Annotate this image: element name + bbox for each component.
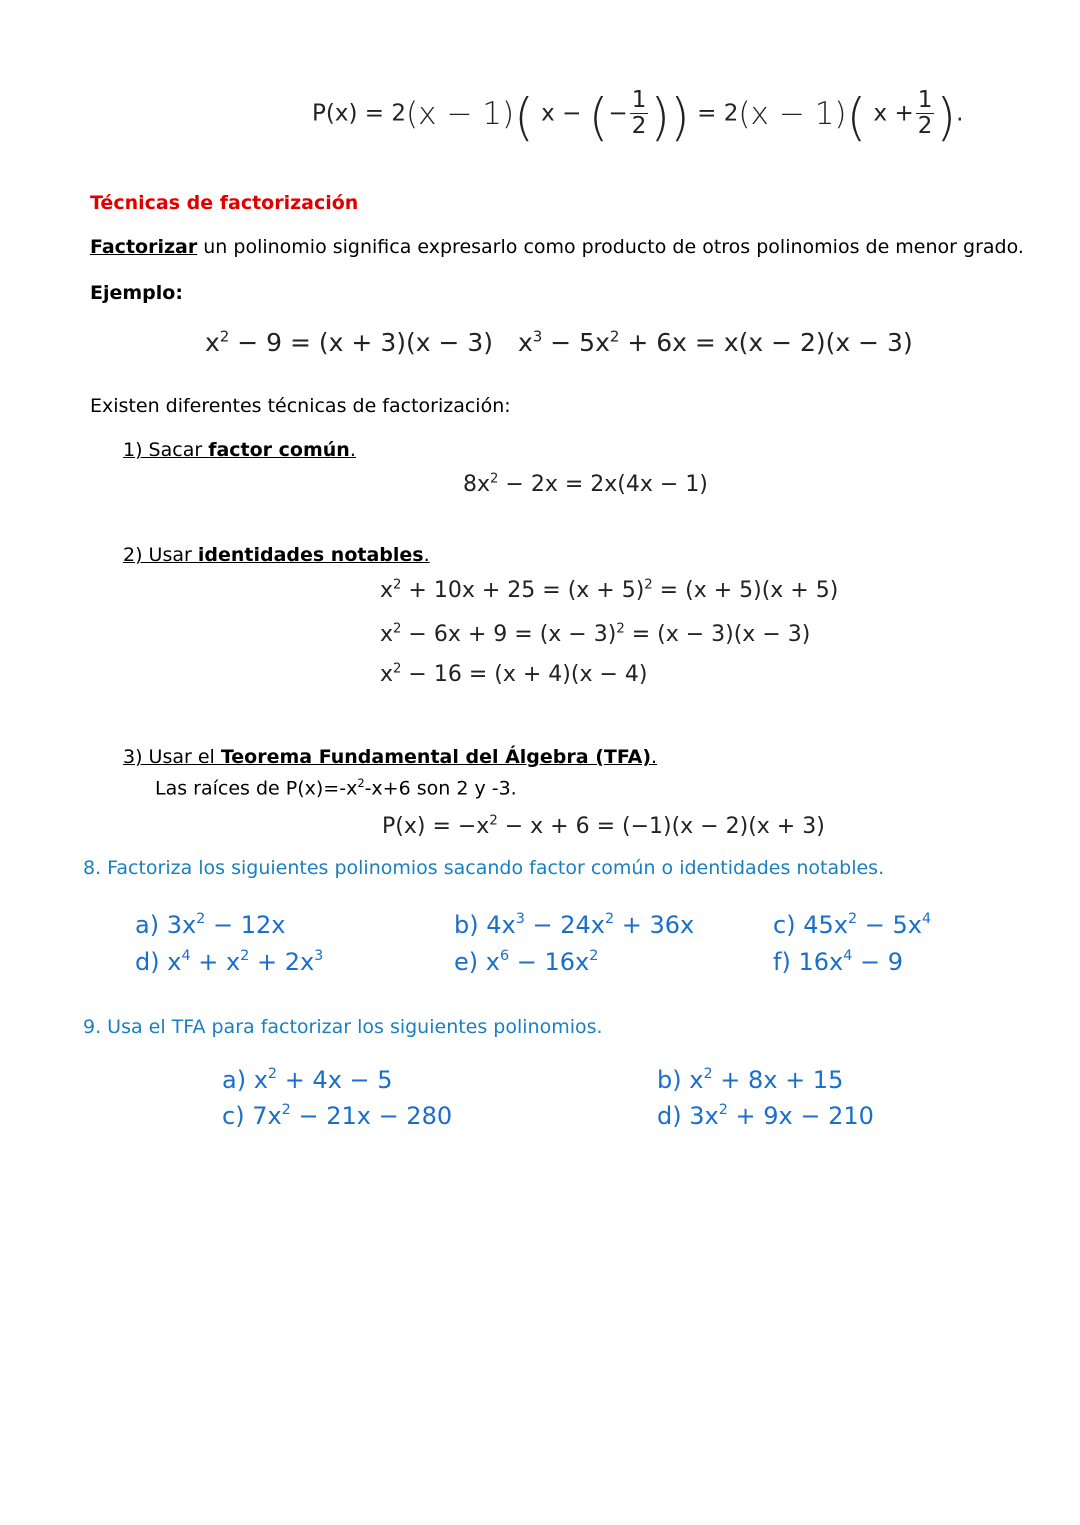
term: − 12x <box>205 911 286 939</box>
exponent: 3 <box>515 910 525 927</box>
example-label: Ejemplo: <box>90 282 183 304</box>
term: x <box>380 662 394 687</box>
technique-prefix: 3) Usar el <box>123 746 221 768</box>
exercise-8-a <box>135 911 285 939</box>
technique-name: Teorema Fundamental del Álgebra (TFA) <box>220 746 652 768</box>
identity-1 <box>380 578 838 603</box>
identity-3 <box>380 662 647 687</box>
technique-name: identidades notables <box>197 544 424 566</box>
term: b) x <box>657 1066 704 1094</box>
term: − 6x + 9 = (x − 3) <box>401 622 617 647</box>
term: d) 3x <box>657 1102 719 1130</box>
bracket: ( <box>514 87 534 147</box>
formula-part: P(x) = 2 <box>312 100 406 127</box>
intro-text: Existen diferentes técnicas de factorización: <box>90 395 511 417</box>
term: + 2x <box>249 948 315 976</box>
term: x <box>205 328 220 357</box>
text-part: -x+6 son 2 y -3. <box>364 777 517 800</box>
technique-1 <box>123 439 356 461</box>
example-2 <box>518 328 913 357</box>
exercise-8-e <box>454 948 598 976</box>
term: − 21x − 280 <box>290 1102 453 1130</box>
term: 8x <box>463 472 491 497</box>
formula-part: . <box>956 100 964 127</box>
term: x <box>518 328 533 357</box>
formula-part: = 2 <box>697 100 739 127</box>
term: b) 4x <box>454 911 516 939</box>
exponent: 2 <box>616 621 625 637</box>
bracket: ) <box>670 87 690 147</box>
formula-1 <box>463 472 708 497</box>
technique-suffix: . <box>651 746 658 768</box>
exercise-8-d <box>135 948 323 976</box>
term: + 9x − 210 <box>727 1102 874 1130</box>
term: − 16x <box>509 948 590 976</box>
exponent: 2 <box>196 910 206 927</box>
bracket: ( <box>846 87 867 147</box>
roots-line <box>155 776 517 799</box>
term: + 8x + 15 <box>712 1066 844 1094</box>
example-1 <box>205 328 493 357</box>
term: x <box>380 578 394 603</box>
exponent: 2 <box>703 1065 713 1082</box>
exponent: 2 <box>281 1101 291 1118</box>
exponent: 3 <box>532 327 543 346</box>
definition <box>90 236 1024 258</box>
term: − 2x = 2x(4x − 1) <box>498 472 708 497</box>
exercise-9-a <box>222 1066 393 1094</box>
technique-2 <box>123 544 430 566</box>
exponent: 2 <box>357 776 365 790</box>
formula-part: x − <box>541 100 582 127</box>
formula-part: − <box>608 100 628 127</box>
formula-part: (x − 1) <box>738 96 847 133</box>
top-formula <box>312 87 964 147</box>
numerator: 1 <box>631 87 647 113</box>
exercise-8-f <box>773 948 903 976</box>
exponent: 2 <box>644 577 653 593</box>
term: − 9 = (x + 3)(x − 3) <box>229 328 494 357</box>
exercise-9-c <box>222 1102 452 1130</box>
term: − 5x <box>542 328 610 357</box>
formula-part: (x − 1) <box>405 96 515 133</box>
text-part: Las raíces de P(x)=-x <box>155 777 358 800</box>
exercise-9-title: 9. Usa el TFA para factorizar los siguientes polinomios. <box>83 1016 603 1038</box>
exponent: 2 <box>393 577 402 593</box>
exponent: 2 <box>219 327 230 346</box>
fraction <box>630 88 649 140</box>
exercise-8-title: 8. Factoriza los siguientes polinomios sacando factor común o identidades notables. <box>83 857 885 879</box>
term: + 4x − 5 <box>277 1066 393 1094</box>
exponent: 2 <box>718 1101 728 1118</box>
technique-name: factor común <box>208 439 350 461</box>
exponent: 2 <box>604 910 615 927</box>
term: e) x <box>454 948 500 976</box>
exponent: 2 <box>489 813 498 829</box>
term: − 9 <box>852 948 903 976</box>
exponent: 2 <box>589 947 599 964</box>
term: d) x <box>135 948 182 976</box>
exponent: 2 <box>609 327 620 346</box>
term: P(x) = −x <box>382 814 490 839</box>
term: = (x + 5)(x + 5) <box>652 578 839 603</box>
formula-3 <box>382 814 825 839</box>
exponent: 3 <box>314 947 324 964</box>
bracket: ) <box>650 87 671 147</box>
exponent: 4 <box>921 910 932 927</box>
term: − x + 6 = (−1)(x − 2)(x + 3) <box>497 814 825 839</box>
bracket: ) <box>936 87 957 147</box>
term: x <box>380 622 394 647</box>
technique-suffix: . <box>423 544 430 566</box>
term: + 6x = x(x − 2)(x − 3) <box>619 328 913 357</box>
exponent: 2 <box>393 661 402 677</box>
fraction <box>916 88 935 140</box>
exponent: 6 <box>499 947 510 964</box>
formula-part: x + <box>873 100 914 127</box>
term: + x <box>190 948 241 976</box>
exponent: 2 <box>847 910 858 927</box>
definition-term: Factorizar <box>90 236 198 258</box>
technique-suffix: . <box>349 439 356 461</box>
exponent: 4 <box>181 947 191 964</box>
numerator: 1 <box>917 87 933 113</box>
exercise-9-b <box>657 1066 843 1094</box>
technique-prefix: 2) Usar <box>123 544 198 566</box>
exponent: 2 <box>267 1065 278 1082</box>
term: − 16 = (x + 4)(x − 4) <box>401 662 648 687</box>
term: c) 7x <box>222 1102 282 1130</box>
exponent: 2 <box>393 621 402 637</box>
term: − 5x <box>857 911 922 939</box>
term: = (x − 3)(x − 3) <box>624 622 811 647</box>
exercise-9-d <box>657 1102 874 1130</box>
definition-text: un polinomio significa expresarlo como producto de otros polinomios de menor grado. <box>197 236 1024 258</box>
technique-3 <box>123 746 657 768</box>
exponent: 2 <box>240 947 250 964</box>
denominator: 2 <box>631 113 647 140</box>
term: a) 3x <box>135 911 197 939</box>
term: a) x <box>222 1066 268 1094</box>
section-title: Técnicas de factorización <box>90 192 359 214</box>
denominator: 2 <box>917 113 933 140</box>
identity-2 <box>380 622 810 647</box>
term: f) 16x <box>773 948 844 976</box>
bracket: ( <box>588 87 609 147</box>
exponent: 4 <box>843 947 853 964</box>
term: − 24x <box>524 911 605 939</box>
exercise-8-c <box>773 911 931 939</box>
term: + 10x + 25 = (x + 5) <box>401 578 645 603</box>
exponent: 2 <box>490 471 499 487</box>
term: c) 45x <box>773 911 848 939</box>
technique-prefix: 1) Sacar <box>123 439 209 461</box>
exercise-8-b <box>454 911 694 939</box>
term: + 36x <box>614 911 695 939</box>
